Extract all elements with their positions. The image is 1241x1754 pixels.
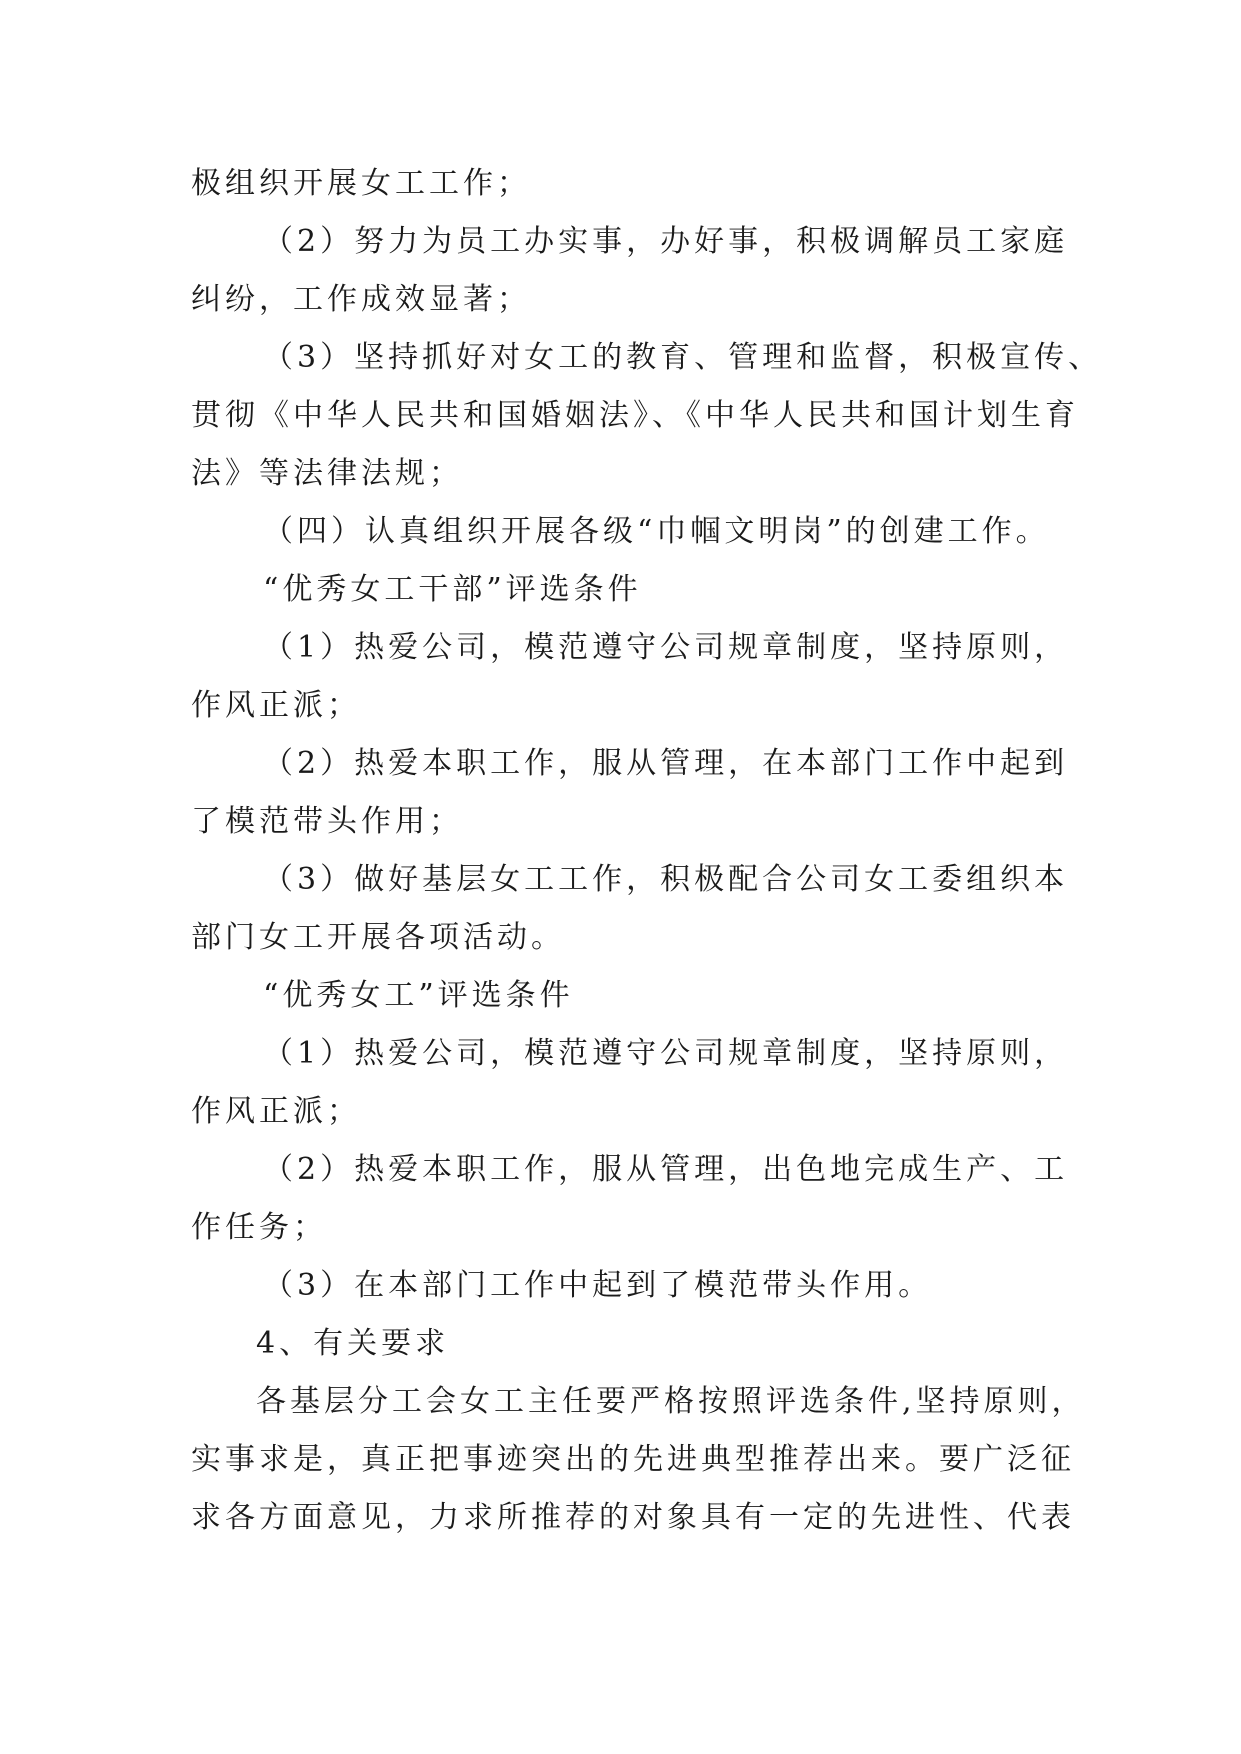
text-line: （3）坚持抓好对女工的教育、管理和监督，积极宣传、 — [263, 340, 1103, 375]
text-line: 各基层分工会女工主任要严格按照评选条件,坚持原则， — [256, 1384, 1086, 1419]
text-line: 作风正派； — [191, 1094, 361, 1129]
section-heading: “优秀女工”评选条件 — [263, 978, 574, 1013]
text-line: 求各方面意见，力求所推荐的对象具有一定的先进性、代表 — [191, 1500, 1075, 1535]
text-line: 法》等法律法规； — [191, 456, 463, 491]
text-line: 贯彻《中华人民共和国婚姻法》、《中华人民共和国计划生育 — [191, 398, 1079, 433]
text-line: 纠纷，工作成效显著； — [191, 282, 531, 317]
document-body — [191, 155, 1103, 1547]
text-line: 作任务； — [191, 1210, 327, 1245]
text-line: （2）热爱本职工作，服从管理，在本部门工作中起到 — [263, 746, 1069, 781]
text-line: 了模范带头作用； — [191, 804, 463, 839]
text-line: （2）努力为员工办实事，办好事，积极调解员工家庭 — [263, 224, 1069, 259]
text-line: （四）认真组织开展各级“巾帼文明岗”的创建工作。 — [263, 514, 1050, 549]
text-line: 部门女工开展各项活动。 — [191, 920, 565, 955]
text-line: 作风正派； — [191, 688, 361, 723]
text-line: （2）热爱本职工作，服从管理，出色地完成生产、工 — [263, 1152, 1069, 1187]
text-line: 极组织开展女工工作； — [191, 166, 531, 201]
text-line: （1）热爱公司，模范遵守公司规章制度，坚持原则， — [263, 630, 1069, 665]
text-line: 实事求是，真正把事迹突出的先进典型推荐出来。要广泛征 — [191, 1442, 1075, 1477]
section-heading: “优秀女工干部”评选条件 — [263, 572, 642, 607]
text-line: （3）在本部门工作中起到了模范带头作用。 — [263, 1268, 933, 1303]
section-heading: 4、有关要求 — [256, 1326, 450, 1361]
text-line: （1）热爱公司，模范遵守公司规章制度，坚持原则， — [263, 1036, 1069, 1071]
text-line: （3）做好基层女工工作，积极配合公司女工委组织本 — [263, 862, 1069, 897]
